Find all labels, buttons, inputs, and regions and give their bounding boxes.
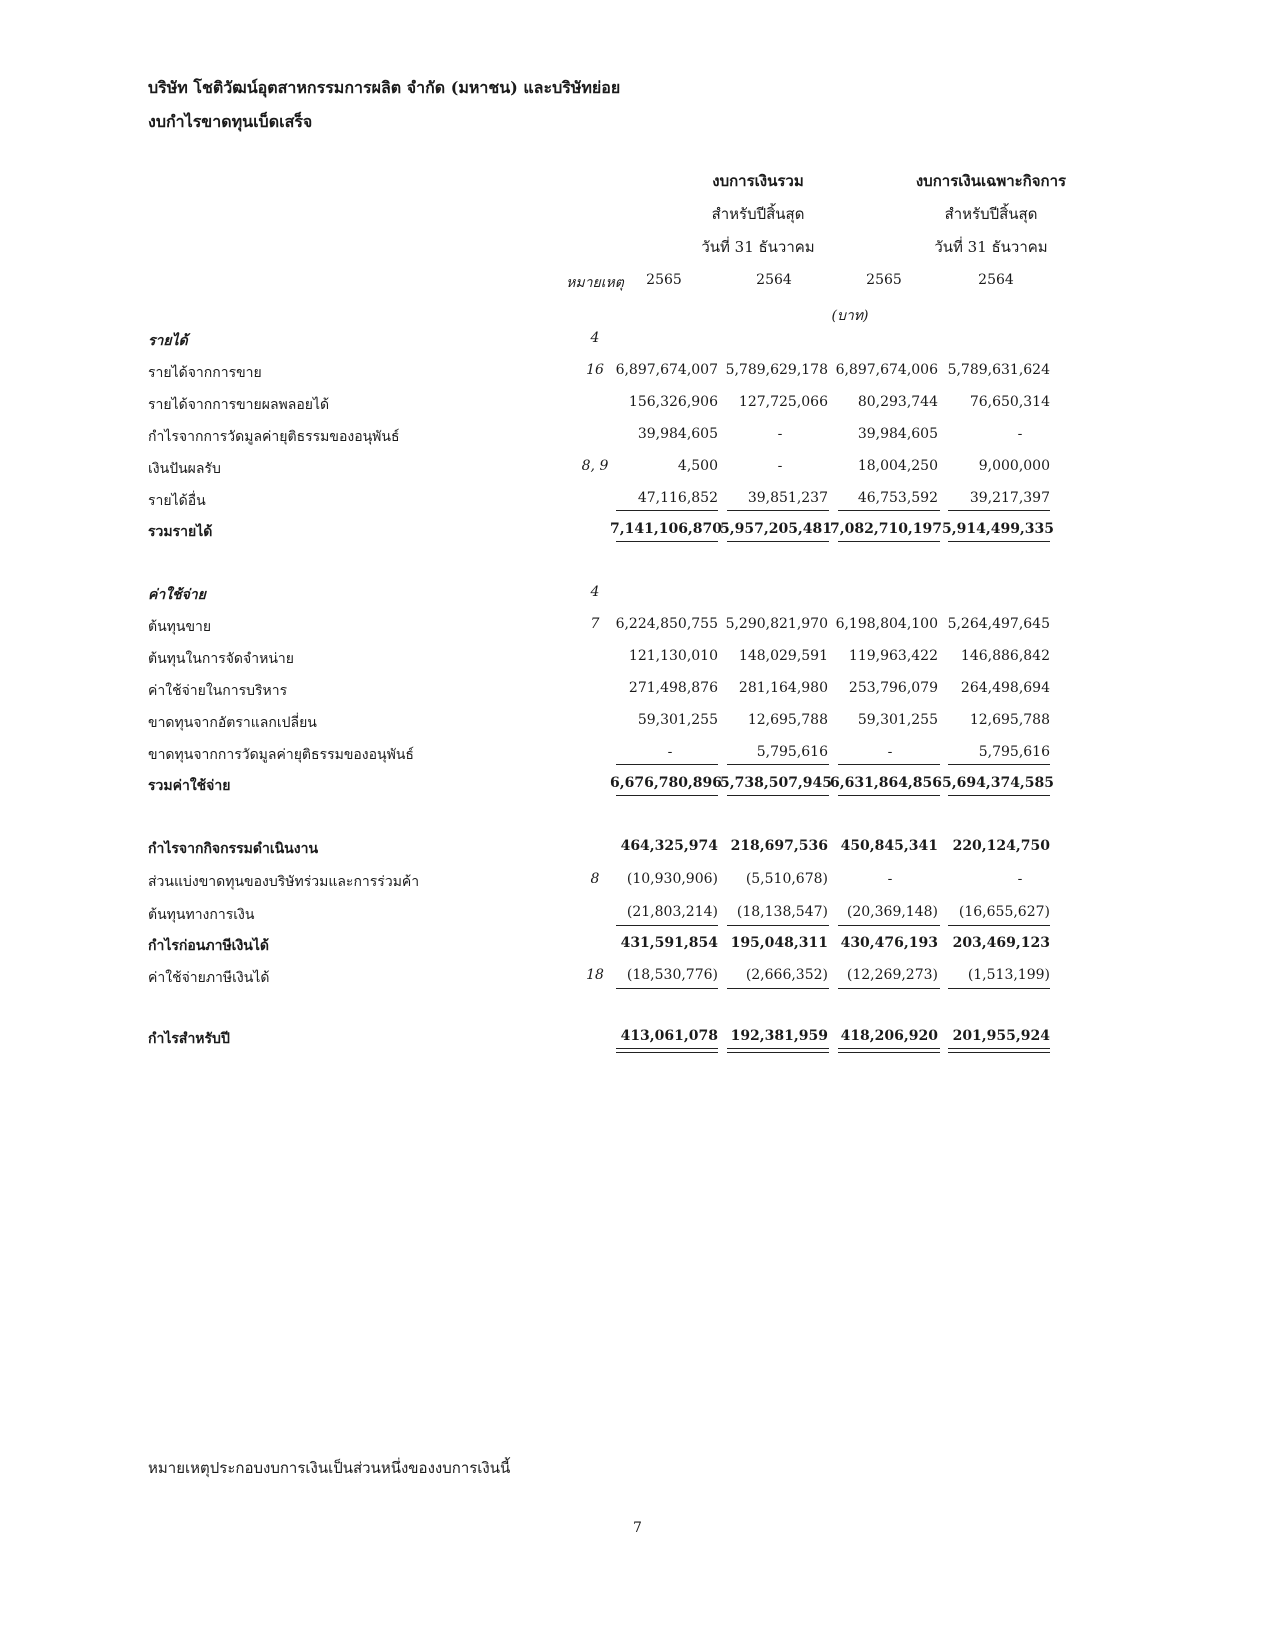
table-row	[0, 488, 1275, 512]
value-cell: 6,897,674,006	[835, 362, 938, 378]
total-rule	[616, 541, 718, 542]
page-number: 7	[633, 1520, 642, 1536]
value-cell: 39,984,605	[857, 426, 938, 442]
row-label: กำไรสำหรับปี	[148, 1031, 230, 1047]
value-cell: 4,500	[677, 458, 718, 474]
total-revenue-row	[0, 519, 1275, 543]
row-note: 4	[590, 584, 600, 600]
subtotal-rule	[616, 510, 718, 511]
year-header: 2564	[756, 272, 792, 288]
value-cell: (18,138,547)	[736, 904, 828, 920]
value-cell: 203,469,123	[952, 935, 1050, 951]
value-cell: 5,264,497,645	[947, 616, 1050, 632]
value-cell: 5,914,499,335	[942, 521, 1055, 537]
table-row	[0, 646, 1275, 670]
value-cell: 450,845,341	[840, 838, 938, 854]
value-cell: 218,697,536	[730, 838, 828, 854]
value-cell: 6,198,804,100	[835, 616, 938, 632]
profit-for-year-row	[0, 1026, 1275, 1050]
value-cell: 127,725,066	[738, 394, 828, 410]
total-rule	[838, 795, 940, 796]
row-label: รวมค่าใช้จ่าย	[148, 778, 231, 794]
value-cell: 5,789,631,624	[947, 362, 1050, 378]
table-row	[0, 902, 1275, 926]
subtotal-rule	[838, 925, 940, 926]
value-cell: (2,666,352)	[745, 967, 828, 983]
table-row	[0, 614, 1275, 638]
value-cell: 413,061,078	[620, 1028, 718, 1044]
grand-total-double-rule	[838, 1048, 940, 1053]
value-cell: 80,293,744	[857, 394, 938, 410]
value-cell: 281,164,980	[738, 680, 828, 696]
row-note: 16	[586, 362, 604, 378]
subtotal-rule	[948, 764, 1050, 765]
row-label: ต้นทุนในการจัดจำหน่าย	[148, 651, 294, 667]
row-label: กำไรจากกิจกรรมดำเนินงาน	[148, 841, 319, 857]
subtotal-rule	[616, 925, 718, 926]
row-label: ส่วนแบ่งขาดทุนของบริษัทร่วมและการร่วมค้า	[148, 874, 420, 890]
row-label: ค่าใช้จ่ายภาษีเงินได้	[148, 970, 270, 986]
table-row	[0, 424, 1275, 448]
subtotal-rule	[948, 925, 1050, 926]
statement-title: งบกำไรขาดทุนเบ็ดเสร็จ	[148, 112, 313, 131]
value-cell: 271,498,876	[628, 680, 718, 696]
grand-total-double-rule	[616, 1048, 718, 1053]
value-cell: 418,206,920	[840, 1028, 938, 1044]
value-cell: -	[667, 744, 673, 760]
subtotal-rule	[948, 510, 1050, 511]
year-header: 2564	[978, 272, 1014, 288]
value-cell: (18,530,776)	[626, 967, 718, 983]
value-cell: 18,004,250	[857, 458, 938, 474]
table-row	[0, 742, 1275, 766]
value-cell: -	[777, 426, 783, 442]
value-cell: 121,130,010	[628, 648, 718, 664]
table-row	[0, 360, 1275, 384]
subtotal-rule	[727, 925, 829, 926]
row-note: 4	[590, 330, 600, 346]
currency-unit: (บาท)	[831, 308, 869, 324]
year-header: 2565	[866, 272, 902, 288]
grand-total-double-rule	[948, 1048, 1050, 1053]
value-cell: 430,476,193	[840, 935, 938, 951]
value-cell: 7,141,106,870	[610, 521, 723, 537]
footer-note: หมายเหตุประกอบงบการเงินเป็นส่วนหนึ่งของงบการเงินนี้	[148, 1459, 511, 1477]
value-cell: (20,369,148)	[846, 904, 938, 920]
row-label: ต้นทุนทางการเงิน	[148, 907, 255, 923]
value-cell: 6,897,674,007	[615, 362, 718, 378]
row-label: ค่าใช้จ่ายในการบริหาร	[148, 683, 288, 699]
row-label: กำไรจากการวัดมูลค่ายุติธรรมของอนุพันธ์	[148, 429, 400, 445]
row-label: รายได้	[148, 333, 188, 349]
value-cell: 39,851,237	[747, 490, 828, 506]
value-cell: 12,695,788	[747, 712, 828, 728]
subtotal-rule	[616, 764, 718, 765]
grand-total-double-rule	[727, 1048, 829, 1053]
separate-title: งบการเงินเฉพาะกิจการ	[915, 172, 1067, 190]
consolidated-date: วันที่ 31 ธันวาคม	[701, 238, 815, 256]
company-name: บริษัท โชติวัฒน์อุตสาหกรรมการผลิต จำกัด (มหาชน) และบริษัทย่อย	[148, 78, 621, 97]
year-header: 2565	[646, 272, 682, 288]
value-cell: 5,694,374,585	[942, 775, 1055, 791]
value-cell: 264,498,694	[960, 680, 1050, 696]
value-cell: 464,325,974	[620, 838, 718, 854]
subtotal-rule	[948, 988, 1050, 989]
subtotal-rule	[838, 510, 940, 511]
separate-period: สำหรับปีสิ้นสุด	[944, 205, 1038, 223]
operating-profit-row	[0, 836, 1275, 860]
value-cell: 7,082,710,197	[830, 521, 943, 537]
total-rule	[838, 541, 940, 542]
table-row	[0, 392, 1275, 416]
value-cell: 253,796,079	[848, 680, 938, 696]
row-note: 8	[590, 871, 600, 887]
value-cell: (5,510,678)	[745, 871, 828, 887]
value-cell: 6,676,780,896	[610, 775, 723, 791]
separate-header	[876, 165, 1106, 264]
value-cell: 146,886,842	[960, 648, 1050, 664]
value-cell: 47,116,852	[637, 490, 718, 506]
table-row	[0, 965, 1275, 989]
expenses-section-row	[0, 582, 1275, 606]
row-note: 18	[586, 967, 604, 983]
value-cell: 431,591,854	[620, 935, 718, 951]
value-cell: 220,124,750	[952, 838, 1050, 854]
value-cell: (16,655,627)	[958, 904, 1050, 920]
row-label: ขาดทุนจากการวัดมูลค่ายุติธรรมของอนุพันธ์	[148, 747, 414, 763]
total-rule	[948, 795, 1050, 796]
row-label: ต้นทุนขาย	[148, 619, 212, 635]
value-cell: 46,753,592	[857, 490, 938, 506]
row-note: 8, 9	[581, 458, 609, 474]
table-row	[0, 710, 1275, 734]
consolidated-period: สำหรับปีสิ้นสุด	[711, 205, 805, 223]
value-cell: (12,269,273)	[846, 967, 938, 983]
value-cell: 148,029,591	[738, 648, 828, 664]
value-cell: -	[777, 458, 783, 474]
value-cell: 192,381,959	[730, 1028, 828, 1044]
separate-date: วันที่ 31 ธันวาคม	[934, 238, 1048, 256]
subtotal-rule	[838, 988, 940, 989]
value-cell: 9,000,000	[978, 458, 1050, 474]
value-cell: -	[1017, 871, 1023, 887]
row-label: รายได้จากการขายผลพลอยได้	[148, 397, 330, 413]
value-cell: 12,695,788	[969, 712, 1050, 728]
total-rule	[948, 541, 1050, 542]
revenue-section-row	[0, 328, 1275, 352]
value-cell: 119,963,422	[848, 648, 938, 664]
subtotal-rule	[616, 988, 718, 989]
subtotal-rule	[727, 510, 829, 511]
value-cell: 5,795,616	[756, 744, 828, 760]
subtotal-rule	[838, 764, 940, 765]
value-cell: 195,048,311	[730, 935, 828, 951]
value-cell: (21,803,214)	[626, 904, 718, 920]
table-row	[0, 678, 1275, 702]
subtotal-rule	[727, 764, 829, 765]
value-cell: 6,631,864,856	[830, 775, 943, 791]
total-rule	[727, 541, 829, 542]
total-rule	[616, 795, 718, 796]
value-cell: (1,513,199)	[967, 967, 1050, 983]
value-cell: 5,795,616	[978, 744, 1050, 760]
value-cell: 5,738,507,945	[720, 775, 833, 791]
value-cell: 5,957,205,481	[720, 521, 833, 537]
value-cell: 59,301,255	[857, 712, 938, 728]
value-cell: 5,789,629,178	[725, 362, 828, 378]
table-row	[0, 869, 1275, 893]
consolidated-header	[643, 165, 873, 264]
row-note: 7	[590, 616, 600, 632]
row-label: รายได้จากการขาย	[148, 365, 262, 381]
profit-before-tax-row	[0, 933, 1275, 957]
value-cell: 59,301,255	[637, 712, 718, 728]
row-label: เงินปันผลรับ	[148, 461, 221, 477]
row-label: รวมรายได้	[148, 524, 213, 540]
value-cell: -	[887, 871, 893, 887]
value-cell: -	[887, 744, 893, 760]
row-label: รายได้อื่น	[148, 493, 206, 509]
table-row	[0, 456, 1275, 480]
value-cell: 6,224,850,755	[615, 616, 718, 632]
value-cell: 5,290,821,970	[725, 616, 828, 632]
value-cell: 201,955,924	[952, 1028, 1050, 1044]
total-rule	[727, 795, 829, 796]
value-cell: 39,984,605	[637, 426, 718, 442]
subtotal-rule	[727, 988, 829, 989]
total-expenses-row	[0, 773, 1275, 797]
row-label: กำไรก่อนภาษีเงินได้	[148, 938, 269, 954]
value-cell: -	[1017, 426, 1023, 442]
consolidated-title: งบการเงินรวม	[712, 172, 804, 190]
value-cell: 156,326,906	[628, 394, 718, 410]
row-label: ค่าใช้จ่าย	[148, 587, 206, 603]
note-column-header: หมายเหตุ	[566, 275, 624, 291]
row-label: ขาดทุนจากอัตราแลกเปลี่ยน	[148, 715, 317, 731]
value-cell: 39,217,397	[969, 490, 1050, 506]
value-cell: (10,930,906)	[626, 871, 718, 887]
value-cell: 76,650,314	[969, 394, 1050, 410]
